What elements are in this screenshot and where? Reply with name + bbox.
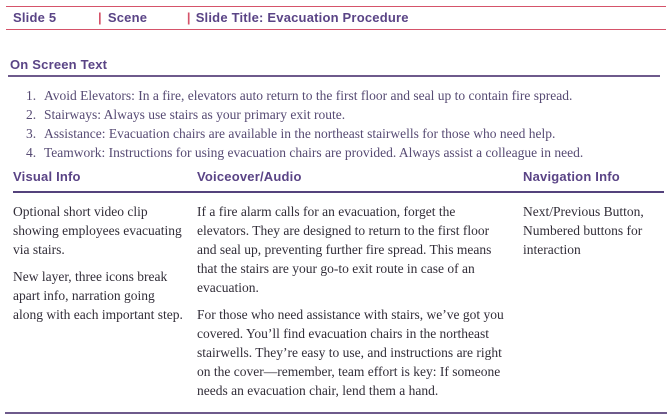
on-screen-text-item [26, 143, 662, 162]
column-header-navigation-info: Navigation Info [523, 169, 620, 184]
table-header-row [13, 169, 664, 193]
slide-header-bar [6, 6, 666, 30]
table-cell-paragraph: If a fire alarm calls for an evacuation, forget the elevators. They are designed to return to the first floor and seal up, preventing further fire spread. This means that the stairs are your go-to exit route in case of an evacuation. [197, 204, 492, 295]
list-item-number: 2. [26, 107, 37, 122]
on-screen-text-item [26, 124, 662, 143]
table-body-row [13, 193, 664, 408]
on-screen-text-heading: On Screen Text [8, 57, 660, 77]
list-item-number: 1. [26, 88, 37, 103]
slide-number-label: Slide 5 [13, 10, 57, 25]
slide-title-label: Slide Title: Evacuation Procedure [195, 10, 409, 25]
scene-label: Scene [107, 10, 148, 25]
list-item-text: Assistance: Evacuation chairs are available in the northeast stairwells for those who need help. [44, 126, 556, 141]
list-item-text: Avoid Elevators: In a fire, elevators auto return to the first floor and seal up to contain fire spread. [44, 88, 573, 103]
list-item-text: Teamwork: Instructions for using evacuation chairs are provided. Always assist a colleague in need. [44, 145, 584, 160]
column-header-voiceover-audio: Voiceover/Audio [197, 169, 302, 184]
navigation-info-cell [523, 202, 664, 408]
separator-bar: | [98, 10, 102, 25]
table-cell-paragraph: Optional short video clip showing employees evacuating via stairs. [13, 204, 182, 257]
table-cell-paragraph: Next/Previous Button, Numbered buttons for interaction [523, 204, 644, 257]
storyboard-document-page [0, 6, 672, 414]
visual-info-cell [13, 202, 197, 408]
column-header-visual-info: Visual Info [13, 169, 81, 184]
list-item-number: 4. [26, 145, 37, 160]
on-screen-text-item [26, 86, 662, 105]
list-item-text: Stairways: Always use stairs as your primary exit route. [44, 107, 346, 122]
table-cell-paragraph: For those who need assistance with stairs, we’ve got you covered. You’ll find evacuation chairs in the northeast stairwells. They’re easy to use, and instructions are right on the cover—remember, team effort is key: If someone needs an evacuation chair, lend them a hand. [197, 307, 504, 398]
list-item-number: 3. [26, 126, 37, 141]
separator-bar: | [186, 10, 191, 25]
voiceover-audio-cell [197, 202, 523, 408]
storyboard-table [13, 169, 664, 408]
on-screen-text-list [0, 86, 662, 162]
on-screen-text-item [26, 105, 662, 124]
table-cell-paragraph: New layer, three icons break apart info, narration going along with each important step. [13, 269, 183, 322]
